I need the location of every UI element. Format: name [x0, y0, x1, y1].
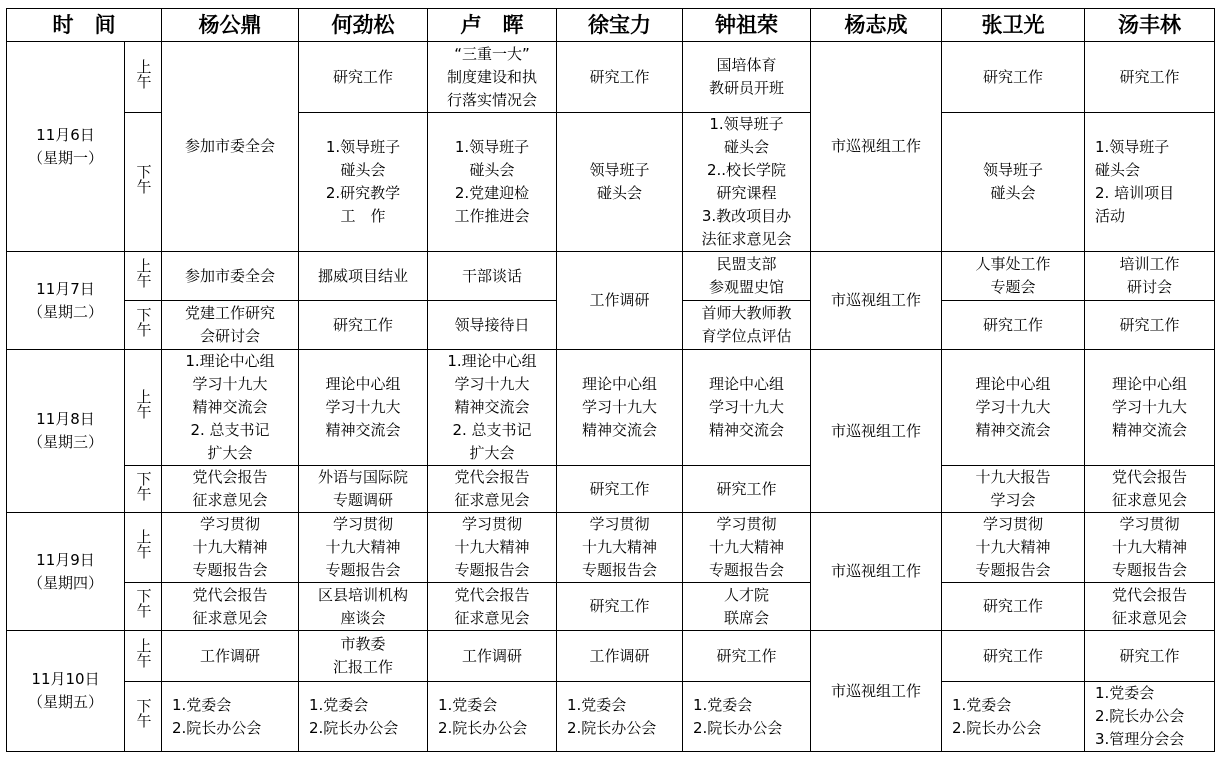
- cell-text-line: 研究工作: [589, 597, 650, 615]
- cell-text-line: 理论中心组: [581, 375, 657, 393]
- schedule-cell: [162, 301, 299, 350]
- cell-text-line: 联席会: [723, 608, 769, 627]
- date: 11月10日: [31, 670, 100, 688]
- pm-label: [125, 583, 162, 631]
- cell-text-line: 碰头会: [469, 161, 515, 179]
- cell-text-line: 党代会报告: [1111, 585, 1187, 604]
- schedule-cell: [162, 682, 299, 752]
- cell-text-line: 学习十九大: [454, 375, 530, 393]
- schedule-cell: [428, 113, 557, 252]
- cell-text-line: 理论中心组: [325, 375, 401, 393]
- cell-text-line: 研究工作: [589, 479, 650, 498]
- cell-text-line: 人才院: [723, 585, 769, 604]
- schedule-cell: [942, 513, 1085, 583]
- header-person: 何劲松: [299, 9, 428, 42]
- schedule-cell: [162, 583, 299, 631]
- schedule-cell: [557, 682, 683, 752]
- cell-text-line: 碰头会: [340, 161, 386, 179]
- cell-text-line: 征求意见会: [454, 608, 530, 627]
- cell-text-line: 1.党委会: [1095, 684, 1155, 702]
- schedule-cell: [299, 42, 428, 113]
- cell-text-line: 2.院长办公会: [952, 718, 1042, 737]
- schedule-cell: [428, 301, 557, 350]
- schedule-cell: [557, 631, 683, 682]
- pm-label-text: 下午: [134, 470, 153, 501]
- cell-text-line: 汇报工作: [332, 658, 393, 676]
- schedule-cell: [811, 42, 942, 252]
- cell-text-line: 制度建设和执: [446, 67, 537, 86]
- am-label-text: 上午: [134, 58, 153, 89]
- schedule-cell: [557, 350, 683, 466]
- schedule-cell: [1085, 583, 1215, 631]
- schedule-cell: [428, 350, 557, 466]
- schedule-cell: [683, 252, 811, 301]
- schedule-cell: [1085, 42, 1215, 113]
- am-label-text: 上午: [134, 637, 153, 668]
- schedule-cell: [428, 583, 557, 631]
- am-label-text: 上午: [134, 389, 153, 419]
- schedule-cell: [299, 301, 428, 350]
- weekday: （星期三）: [27, 433, 103, 451]
- cell-text-line: 行落实情况会: [446, 90, 537, 109]
- cell-text-line: 2.研究教学: [325, 184, 401, 202]
- am-label: [125, 252, 162, 301]
- cell-text-line: 碰头会: [723, 138, 769, 156]
- date-cell: [7, 631, 125, 752]
- schedule-row-am: [7, 42, 1215, 113]
- schedule-cell: [299, 513, 428, 583]
- cell-text-line: 扩大会: [207, 444, 253, 462]
- am-label: [125, 631, 162, 682]
- cell-text-line: 精神交流会: [1111, 421, 1187, 439]
- cell-text-line: 领导班子: [589, 161, 650, 179]
- pm-label: [125, 466, 162, 513]
- cell-text-line: 领导班子: [982, 161, 1043, 179]
- cell-text-line: 学习贯彻: [332, 515, 393, 533]
- schedule-cell: [683, 583, 811, 631]
- schedule-cell: [299, 350, 428, 466]
- cell-text-line: 教研员开班: [708, 79, 784, 97]
- cell-text-line: 研究工作: [982, 315, 1043, 334]
- cell-text-line: 专题报告会: [454, 561, 530, 579]
- cell-text-line: 法征求意见会: [701, 230, 792, 248]
- cell-text-line: 征求意见会: [1111, 608, 1187, 627]
- schedule-cell: [683, 42, 811, 113]
- cell-text-line: 学习十九大: [581, 398, 657, 416]
- cell-text-line: 党代会报告: [192, 468, 268, 486]
- cell-text-line: 碰头会: [1095, 161, 1141, 179]
- cell-text-line: 十九大精神: [1111, 538, 1187, 556]
- schedule-cell: [942, 42, 1085, 113]
- cell-text-line: 2.院长办公会: [693, 718, 783, 737]
- cell-text-line: 征求意见会: [192, 491, 268, 509]
- cell-text-line: 研究工作: [1119, 67, 1180, 86]
- cell-text-line: 研究工作: [982, 597, 1043, 615]
- cell-text-line: 2.院长办公会: [1095, 707, 1185, 725]
- cell-text-line: 研究工作: [716, 479, 777, 498]
- date-cell: [7, 42, 125, 252]
- cell-text-line: 学习贯彻: [1119, 515, 1180, 533]
- cell-text-line: 1.党委会: [309, 695, 369, 714]
- schedule-cell: [162, 631, 299, 682]
- pm-label: [125, 301, 162, 350]
- schedule-cell: [1085, 513, 1215, 583]
- schedule-cell: [557, 513, 683, 583]
- cell-text-line: 精神交流会: [192, 398, 268, 416]
- cell-text-line: 研究工作: [982, 67, 1043, 86]
- cell-text-line: 1.党委会: [172, 695, 232, 714]
- schedule-cell: [557, 113, 683, 252]
- weekday: （星期二）: [27, 302, 103, 321]
- schedule-cell: [162, 513, 299, 583]
- schedule-cell: [942, 350, 1085, 466]
- cell-text-line: 研究工作: [1119, 315, 1180, 334]
- cell-text-line: 学习贯彻: [461, 515, 522, 533]
- schedule-cell: [811, 513, 942, 631]
- schedule-cell: [942, 466, 1085, 513]
- cell-text-line: 国培体育: [716, 56, 777, 74]
- pm-label-text: 下午: [134, 698, 153, 728]
- schedule-cell: [299, 113, 428, 252]
- cell-text-line: 市巡视组工作: [830, 291, 921, 309]
- cell-text-line: 市巡视组工作: [830, 562, 921, 580]
- cell-text-line: 挪威项目结业: [317, 266, 408, 285]
- cell-text-line: 人事处工作: [975, 255, 1051, 273]
- cell-text-line: 3.教改项目办: [701, 207, 792, 225]
- date-cell: [7, 513, 125, 631]
- cell-text-line: 学习十九大: [1111, 398, 1187, 416]
- schedule-cell: [557, 42, 683, 113]
- cell-text-line: 首师大教师教: [701, 304, 792, 322]
- cell-text-line: 十九大精神: [975, 538, 1051, 556]
- cell-text-line: 2. 总支书记: [452, 421, 532, 439]
- header-row: [7, 9, 1215, 42]
- cell-text-line: 党代会报告: [192, 585, 268, 604]
- header-time: [7, 9, 162, 42]
- cell-text-line: 区县培训机构: [317, 585, 408, 604]
- schedule-cell: [1085, 682, 1215, 752]
- cell-text-line: 育学位点评估: [701, 327, 792, 345]
- cell-text-line: 十九大精神: [454, 538, 530, 556]
- cell-text-line: 碰头会: [990, 184, 1036, 202]
- schedule-cell: [942, 583, 1085, 631]
- am-label-text: 上午: [134, 257, 153, 288]
- schedule-cell: [299, 631, 428, 682]
- cell-text-line: 学习十九大: [975, 398, 1051, 416]
- cell-text-line: 党代会报告: [1111, 468, 1187, 486]
- date: 11月8日: [36, 410, 95, 428]
- schedule-cell: [299, 466, 428, 513]
- cell-text-line: 市教委: [340, 635, 386, 653]
- schedule-cell: [942, 631, 1085, 682]
- schedule-row-am: [7, 513, 1215, 583]
- schedule-cell: [428, 513, 557, 583]
- cell-text-line: 专题报告会: [325, 561, 401, 579]
- schedule-cell: [1085, 252, 1215, 301]
- schedule-cell: [162, 466, 299, 513]
- schedule-cell: [428, 682, 557, 752]
- cell-text-line: 1.党委会: [567, 695, 627, 714]
- cell-text-line: 1.领导班子: [1095, 138, 1170, 156]
- cell-text-line: 1.理论中心组: [185, 352, 275, 370]
- schedule-cell: [942, 252, 1085, 301]
- schedule-cell: [428, 631, 557, 682]
- cell-text-line: 学习十九大: [192, 375, 268, 393]
- pm-label-text: 下午: [134, 163, 153, 194]
- schedule-cell: [162, 252, 299, 301]
- cell-text-line: 研究工作: [332, 315, 393, 334]
- schedule-row-am: [7, 252, 1215, 301]
- cell-text-line: 参加市委全会: [184, 266, 275, 285]
- am-label-text: 上午: [134, 529, 153, 559]
- cell-text-line: 学习贯彻: [199, 515, 260, 533]
- header-time-label: 时 间: [52, 13, 116, 37]
- cell-text-line: 座谈会: [340, 608, 386, 627]
- cell-text-line: 学习贯彻: [716, 515, 777, 533]
- schedule-cell: [1085, 350, 1215, 466]
- schedule-cell: [942, 301, 1085, 350]
- cell-text-line: 学习十九大: [708, 398, 784, 416]
- cell-text-line: 学习贯彻: [589, 515, 650, 533]
- cell-text-line: 民盟支部: [716, 255, 777, 273]
- weekday: （星期五）: [27, 693, 103, 711]
- schedule-cell: [683, 631, 811, 682]
- cell-text-line: 2.院长办公会: [309, 718, 399, 737]
- schedule-cell: [428, 252, 557, 301]
- cell-text-line: 征求意见会: [192, 608, 268, 627]
- header-person: 钟祖荣: [683, 9, 811, 42]
- schedule-row-pm: [7, 466, 1215, 513]
- cell-text-line: 1.理论中心组: [447, 352, 537, 370]
- cell-text-line: 学习贯彻: [982, 515, 1043, 533]
- cell-text-line: 参加市委全会: [184, 137, 275, 155]
- date: 11月9日: [36, 550, 95, 569]
- cell-text-line: 精神交流会: [708, 421, 784, 439]
- cell-text-line: 干部谈话: [461, 266, 522, 285]
- cell-text-line: 领导接待日: [454, 315, 530, 334]
- schedule-cell: [428, 42, 557, 113]
- cell-text-line: 活动: [1095, 207, 1126, 225]
- cell-text-line: 十九大精神: [325, 538, 401, 556]
- header-person: 杨公鼎: [162, 9, 299, 42]
- header-person: 徐宝力: [557, 9, 683, 42]
- cell-text-line: 1.领导班子: [709, 115, 784, 133]
- cell-text-line: 研究工作: [982, 646, 1043, 665]
- cell-text-line: 学习会: [990, 491, 1036, 509]
- schedule-cell: [299, 252, 428, 301]
- cell-text-line: 十九大报告: [975, 468, 1051, 486]
- cell-text-line: 精神交流会: [454, 398, 530, 416]
- cell-text-line: 1.党委会: [693, 695, 753, 714]
- cell-text-line: 会研讨会: [199, 327, 260, 345]
- cell-text-line: 参观盟史馆: [708, 278, 784, 296]
- schedule-cell: [162, 350, 299, 466]
- cell-text-line: 研究工作: [1119, 646, 1180, 665]
- cell-text-line: 1.领导班子: [454, 138, 530, 156]
- cell-text-line: 党建工作研究: [184, 304, 275, 322]
- cell-text-line: 理论中心组: [708, 375, 784, 393]
- cell-text-line: 专题报告会: [581, 561, 657, 579]
- header-person: 卢 晖: [428, 9, 557, 42]
- cell-text-line: 党代会报告: [454, 585, 530, 604]
- schedule-cell: [1085, 631, 1215, 682]
- cell-text-line: 精神交流会: [325, 421, 401, 439]
- schedule-cell: [683, 350, 811, 466]
- cell-text-line: 研究课程: [716, 184, 777, 202]
- schedule-cell: [811, 252, 942, 350]
- cell-text-line: 专题报告会: [1111, 561, 1187, 579]
- schedule-cell: [942, 682, 1085, 752]
- schedule-cell: [428, 466, 557, 513]
- header-person: 张卫光: [942, 9, 1085, 42]
- am-label: [125, 513, 162, 583]
- schedule-cell: [683, 301, 811, 350]
- schedule-row-am: [7, 350, 1215, 466]
- cell-text-line: 2..校长学院: [706, 161, 787, 179]
- cell-text-line: 工 作: [340, 207, 386, 225]
- pm-label: [125, 113, 162, 252]
- cell-text-line: 碰头会: [596, 184, 642, 202]
- cell-text-line: 专题报告会: [975, 561, 1051, 579]
- cell-text-line: 工作推进会: [454, 207, 530, 225]
- header-person: 汤丰林: [1085, 9, 1215, 42]
- schedule-cell: [683, 466, 811, 513]
- schedule-cell: [942, 113, 1085, 252]
- cell-text-line: 2. 总支书记: [190, 421, 270, 439]
- schedule-row-am: [7, 631, 1215, 682]
- schedule-cell: [1085, 466, 1215, 513]
- weekly-schedule-table: [6, 8, 1215, 752]
- cell-text-line: 征求意见会: [1111, 491, 1187, 509]
- cell-text-line: 1.党委会: [438, 695, 498, 714]
- schedule-cell: [811, 350, 942, 513]
- cell-text-line: 扩大会: [469, 444, 515, 462]
- cell-text-line: 市巡视组工作: [830, 421, 921, 440]
- date: 11月7日: [36, 279, 95, 298]
- cell-text-line: 研究工作: [332, 67, 393, 86]
- date-cell: [7, 252, 125, 350]
- cell-text-line: 外语与国际院: [317, 468, 408, 486]
- cell-text-line: 学习十九大: [325, 398, 401, 416]
- schedule-cell: [683, 682, 811, 752]
- cell-text-line: 2. 培训项目: [1095, 184, 1175, 202]
- schedule-cell: [811, 631, 942, 752]
- cell-text-line: 研究工作: [589, 67, 650, 86]
- cell-text-line: 2.院长办公会: [172, 718, 262, 737]
- cell-text-line: 3.管理分会会: [1095, 730, 1185, 748]
- cell-text-line: 党代会报告: [454, 468, 530, 486]
- schedule-cell: [683, 513, 811, 583]
- cell-text-line: 1.党委会: [952, 695, 1012, 714]
- cell-text-line: 理论中心组: [1111, 375, 1187, 393]
- cell-text-line: 专题报告会: [708, 561, 784, 579]
- header-person: 杨志成: [811, 9, 942, 42]
- schedule-cell: [1085, 113, 1215, 252]
- schedule-cell: [557, 466, 683, 513]
- cell-text-line: 工作调研: [589, 646, 650, 665]
- cell-text-line: 精神交流会: [975, 421, 1051, 439]
- cell-text-line: “三重一大”: [454, 44, 530, 63]
- cell-text-line: 2.院长办公会: [438, 718, 528, 737]
- schedule-cell: [299, 583, 428, 631]
- weekday: （星期四）: [27, 573, 103, 592]
- cell-text-line: 工作调研: [589, 291, 650, 309]
- cell-text-line: 精神交流会: [581, 421, 657, 439]
- cell-text-line: 征求意见会: [454, 491, 530, 509]
- am-label: [125, 350, 162, 466]
- date: 11月6日: [36, 125, 95, 144]
- cell-text-line: 市巡视组工作: [830, 681, 921, 700]
- cell-text-line: 研究工作: [716, 646, 777, 665]
- cell-text-line: 十九大精神: [581, 538, 657, 556]
- cell-text-line: 专题调研: [332, 491, 393, 509]
- schedule-row-pm: [7, 583, 1215, 631]
- schedule-row-pm: [7, 682, 1215, 752]
- date-cell: [7, 350, 125, 513]
- cell-text-line: 工作调研: [461, 646, 522, 665]
- schedule-cell: [162, 42, 299, 252]
- cell-text-line: 工作调研: [199, 646, 260, 665]
- schedule-cell: [1085, 301, 1215, 350]
- schedule-cell: [683, 113, 811, 252]
- cell-text-line: 十九大精神: [708, 538, 784, 556]
- cell-text-line: 培训工作: [1119, 255, 1180, 273]
- cell-text-line: 研讨会: [1126, 278, 1172, 296]
- cell-text-line: 十九大精神: [192, 538, 268, 556]
- pm-label-text: 下午: [134, 306, 153, 337]
- cell-text-line: 专题报告会: [192, 561, 268, 579]
- pm-label: [125, 682, 162, 752]
- schedule-cell: [299, 682, 428, 752]
- cell-text-line: 2.院长办公会: [567, 718, 657, 737]
- schedule-cell: [557, 252, 683, 350]
- cell-text-line: 2.党建迎检: [454, 184, 530, 202]
- am-label: [125, 42, 162, 113]
- pm-label-text: 下午: [134, 588, 153, 618]
- weekday: （星期一）: [27, 148, 103, 167]
- schedule-cell: [557, 583, 683, 631]
- cell-text-line: 专题会: [990, 278, 1036, 296]
- cell-text-line: 理论中心组: [975, 375, 1051, 393]
- cell-text-line: 市巡视组工作: [830, 137, 921, 155]
- cell-text-line: 1.领导班子: [325, 138, 401, 156]
